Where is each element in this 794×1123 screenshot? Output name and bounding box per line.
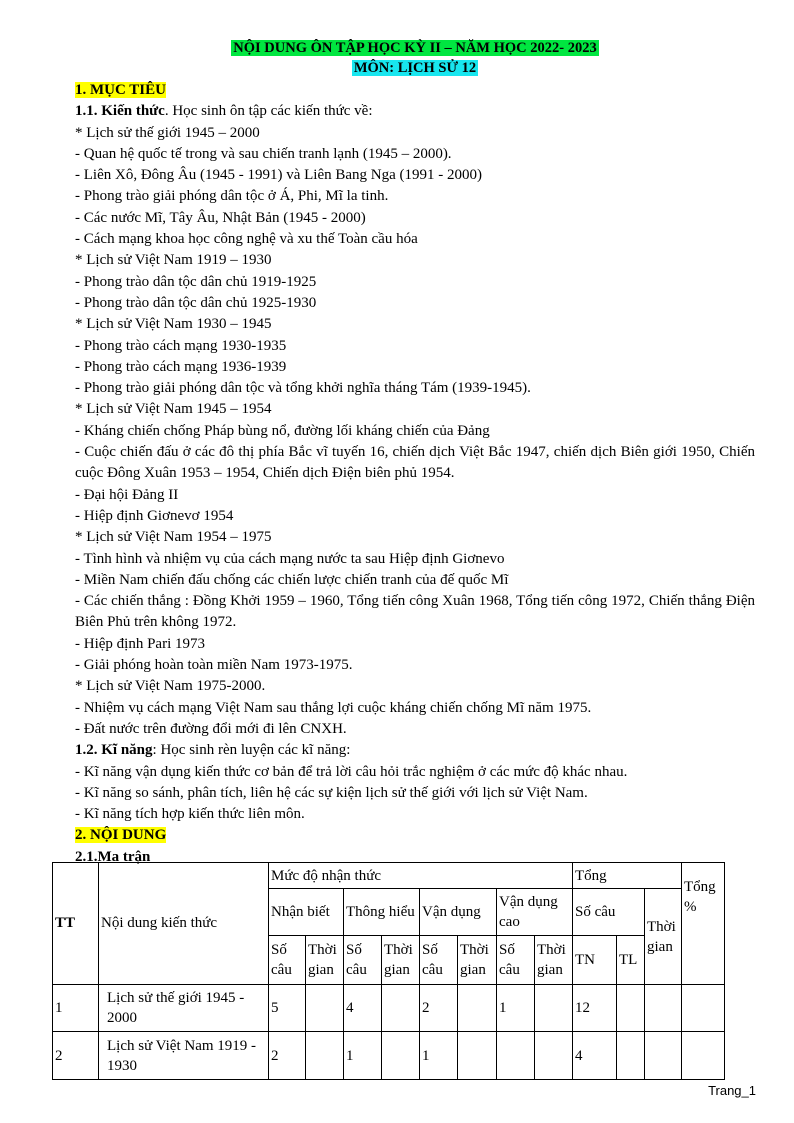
- knowledge-item: - Hiệp định Giơnevơ 1954: [75, 507, 234, 524]
- header-so-cau-th: Số câu: [344, 936, 382, 985]
- knowledge-item: - Đại hội Đảng II: [75, 486, 179, 503]
- row-1-vd: 2: [420, 984, 458, 1032]
- skill-item: - Kĩ năng so sánh, phân tích, liên hệ các sự kiện lịch sử thế giới với lịch sử Việt Nam.: [75, 784, 588, 801]
- header-so-cau-nb: Số câu: [269, 936, 306, 985]
- section-1-heading-text: 1. MỤC TIÊU: [75, 82, 166, 98]
- title-line-1: NỘI DUNG ÔN TẬP HỌC KỲ II – NĂM HỌC 2022- 2023: [233, 40, 597, 56]
- row-2-cell: [645, 1032, 682, 1080]
- subsection-1-1-text: . Học sinh ôn tập các kiến thức về:: [164, 103, 373, 120]
- row-1-content: Lịch sử thế giới 1945 - 2000: [99, 984, 269, 1032]
- row-2-cell: [306, 1032, 344, 1080]
- knowledge-item: - Miền Nam chiến đấu chống các chiến lược chiến tranh của đế quốc Mĩ: [75, 571, 509, 588]
- header-thoi-gian-total: Thời gian: [645, 889, 682, 984]
- header-van-dung: Vận dụng: [420, 889, 497, 936]
- knowledge-item: - Quan hệ quốc tế trong và sau chiến tranh lạnh (1945 – 2000).: [75, 145, 452, 162]
- knowledge-item: - Tình hình và nhiệm vụ của cách mạng nước ta sau Hiệp định Giơnevo: [75, 550, 505, 567]
- row-2-content: Lịch sử Việt Nam 1919 - 1930: [99, 1032, 269, 1080]
- row-2-cell: [535, 1032, 573, 1080]
- section-1-heading: [75, 80, 755, 101]
- subsection-2-1-heading: 2.1.Ma trận: [75, 848, 151, 865]
- row-1-cell: [645, 984, 682, 1032]
- knowledge-item: - Phong trào giải phóng dân tộc ở Á, Phi, Mĩ la tinh.: [75, 188, 389, 205]
- row-2-tt: 2: [53, 1032, 99, 1080]
- knowledge-item: - Cách mạng khoa học công nghệ và xu thế Toàn cầu hóa: [75, 231, 418, 248]
- knowledge-list: [75, 123, 755, 741]
- row-2-nb: 2: [269, 1032, 306, 1080]
- knowledge-item: * Lịch sử Việt Nam 1954 – 1975: [75, 529, 272, 546]
- header-level: Mức độ nhận thức: [269, 863, 573, 889]
- header-content: Nội dung kiến thức: [99, 863, 269, 985]
- header-thong-hieu: Thông hiểu: [344, 889, 420, 936]
- knowledge-item: - Phong trào giải phóng dân tộc và tổng khởi nghĩa tháng Tám (1939-1945).: [75, 380, 531, 397]
- skill-item: - Kĩ năng tích hợp kiến thức liên môn.: [75, 806, 305, 823]
- row-2-tn: 4: [573, 1032, 617, 1080]
- knowledge-item: - Hiệp định Pari 1973: [75, 635, 205, 652]
- skill-list: [75, 762, 755, 826]
- knowledge-item: * Lịch sử Việt Nam 1930 – 1945: [75, 316, 272, 333]
- header-thoi-gian-vdc: Thời gian: [535, 936, 573, 985]
- header-thoi-gian-vd: Thời gian: [458, 936, 497, 985]
- knowledge-item: * Lịch sử Việt Nam 1975-2000.: [75, 678, 266, 695]
- row-1-nb: 5: [269, 984, 306, 1032]
- header-total: Tổng: [573, 863, 682, 889]
- row-2-th: 1: [344, 1032, 382, 1080]
- knowledge-item: - Giải phóng hoàn toàn miền Nam 1973-1975.: [75, 657, 353, 674]
- row-1-tt: 1: [53, 984, 99, 1032]
- knowledge-item: - Các chiến thắng : Đồng Khởi 1959 – 1960, Tổng tiến công Xuân 1968, Tổng tiến công 1972, Chiến thắng Điện Biên Phủ trên không 1972.: [75, 593, 755, 631]
- subsection-1-2-text: : Học sinh rèn luyện các kĩ năng:: [152, 742, 351, 759]
- row-2-cell: [617, 1032, 645, 1080]
- subsection-1-1: [75, 101, 755, 122]
- row-1-th: 4: [344, 984, 382, 1032]
- title-line-2: MÔN: LỊCH SỬ 12: [353, 60, 477, 76]
- knowledge-item: - Đất nước trên đường đổi mới đi lên CNXH.: [75, 720, 347, 737]
- header-nhan-biet: Nhận biết: [269, 889, 344, 936]
- subsection-1-2: [75, 740, 755, 761]
- subsection-1-1-label: 1.1. Kiến thức: [75, 103, 165, 120]
- knowledge-item: - Các nước Mĩ, Tây Âu, Nhật Bản (1945 - 2000): [75, 209, 366, 226]
- knowledge-item: - Kháng chiến chống Pháp bùng nổ, đường lối kháng chiến của Đảng: [75, 422, 490, 439]
- header-tt: TT: [53, 863, 99, 985]
- row-1-cell: [682, 984, 725, 1032]
- knowledge-item: * Lịch sử Việt Nam 1945 – 1954: [75, 401, 272, 418]
- document-body: [75, 38, 755, 868]
- subsection-1-2-label: 1.2. Kĩ năng: [75, 742, 153, 759]
- header-tn: TN: [573, 936, 617, 985]
- header-so-cau: Số câu: [573, 889, 645, 936]
- row-2-cell: [382, 1032, 420, 1080]
- header-thoi-gian-th: Thời gian: [382, 936, 420, 985]
- header-so-cau-vdc: Số câu: [497, 936, 535, 985]
- knowledge-item: - Liên Xô, Đông Âu (1945 - 1991) và Liên Bang Nga (1991 - 2000): [75, 167, 482, 184]
- skill-item: - Kĩ năng vận dụng kiến thức cơ bản để trả lời câu hỏi trắc nghiệm ở các mức độ khác nhau.: [75, 763, 628, 780]
- table-row: [53, 1032, 725, 1080]
- row-1-vdc: 1: [497, 984, 535, 1032]
- row-1-cell: [306, 984, 344, 1032]
- knowledge-item: - Nhiệm vụ cách mạng Việt Nam sau thắng lợi cuộc kháng chiến chống Mĩ năm 1975.: [75, 699, 592, 716]
- header-thoi-gian-nb: Thời gian: [306, 936, 344, 985]
- header-tl: TL: [617, 936, 645, 985]
- knowledge-item: - Cuộc chiến đấu ở các đô thị phía Bắc vĩ tuyến 16, chiến dịch Việt Bắc 1947, chiến dịch Biên giới 1950, Chiến cuộc Đông Xuân 1953 – 1954, Chiến dịch Điện biên phủ 1954.: [75, 444, 755, 482]
- row-2-cell: [682, 1032, 725, 1080]
- knowledge-item: - Phong trào cách mạng 1936-1939: [75, 358, 287, 375]
- header-total-percent: Tổng %: [682, 863, 725, 985]
- row-2-vdc: [497, 1032, 535, 1080]
- document-title: [75, 38, 755, 78]
- row-1-cell: [458, 984, 497, 1032]
- header-van-dung-cao: Vận dụng cao: [497, 889, 573, 936]
- matrix-table: [52, 862, 725, 1080]
- knowledge-item: - Phong trào cách mạng 1930-1935: [75, 337, 287, 354]
- section-2-heading: [75, 825, 755, 846]
- row-2-vd: 1: [420, 1032, 458, 1080]
- row-2-cell: [458, 1032, 497, 1080]
- knowledge-item: * Lịch sử thế giới 1945 – 2000: [75, 124, 260, 141]
- page-number: Trang_1: [708, 1083, 756, 1098]
- row-1-cell: [617, 984, 645, 1032]
- knowledge-item: - Phong trào dân tộc dân chủ 1925-1930: [75, 294, 317, 311]
- row-1-cell: [535, 984, 573, 1032]
- header-so-cau-vd: Số câu: [420, 936, 458, 985]
- table-row: [53, 984, 725, 1032]
- section-2-heading-text: 2. NỘI DUNG: [75, 827, 167, 844]
- knowledge-item: - Phong trào dân tộc dân chủ 1919-1925: [75, 273, 317, 290]
- row-1-cell: [382, 984, 420, 1032]
- row-1-tn: 12: [573, 984, 617, 1032]
- knowledge-item: * Lịch sử Việt Nam 1919 – 1930: [75, 252, 272, 269]
